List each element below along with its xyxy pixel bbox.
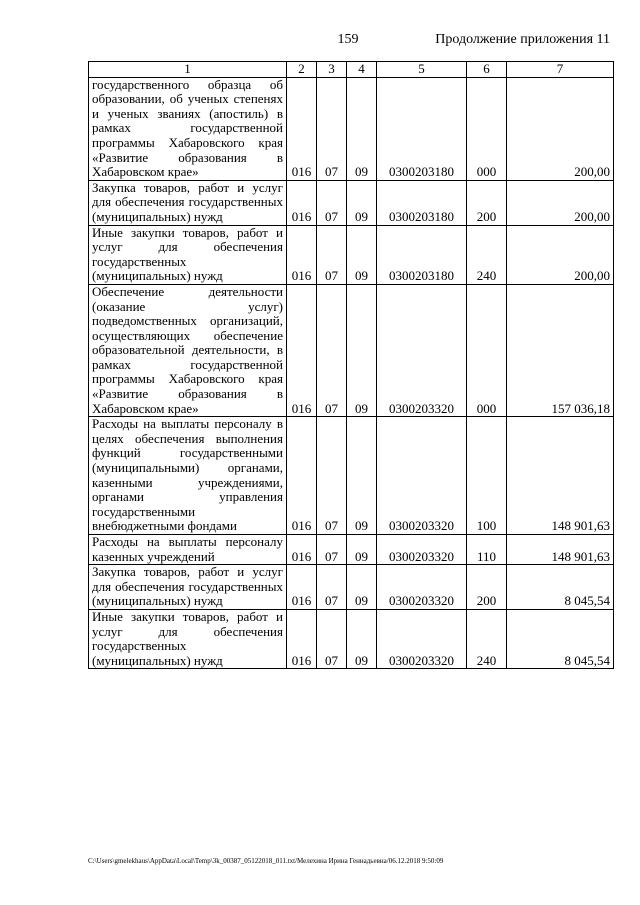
column-header: 7 bbox=[507, 62, 614, 78]
file-path-footer: C:\Users\gmelekhaus\AppData\Local\Temp\3k_00387_05122018_011.txt/Мелехина Ирина Геннадьевна/06.12.2018 9:50:09 bbox=[88, 857, 444, 865]
table-row bbox=[89, 565, 614, 610]
table-row bbox=[89, 609, 614, 668]
table-row bbox=[89, 180, 614, 225]
amount-cell: 8 045,54 bbox=[507, 609, 614, 668]
section-cell: 07 bbox=[317, 180, 347, 225]
grbs-cell: 016 bbox=[287, 609, 317, 668]
section-cell: 07 bbox=[317, 225, 347, 284]
column-header: 4 bbox=[347, 62, 377, 78]
target-article-cell: 0300203320 bbox=[377, 565, 467, 610]
subsection-cell: 09 bbox=[347, 77, 377, 180]
subsection-cell: 09 bbox=[347, 225, 377, 284]
expense-name-cell: государственного образца об образовании, об ученых степенях и ученых званиях (апостиль) в рамках государственной программы Хабаровского края «Развитие образования в Хабаровском крае» bbox=[89, 77, 287, 180]
subsection-cell: 09 bbox=[347, 565, 377, 610]
target-article-cell: 0300203320 bbox=[377, 417, 467, 535]
expense-type-cell: 000 bbox=[467, 284, 507, 416]
expense-type-cell: 240 bbox=[467, 225, 507, 284]
amount-cell: 200,00 bbox=[507, 180, 614, 225]
expense-name-cell: Закупка товаров, работ и услуг для обеспечения государственных (муниципальных) нужд bbox=[89, 180, 287, 225]
grbs-cell: 016 bbox=[287, 284, 317, 416]
continuation-heading: Продолжение приложения 11 bbox=[435, 32, 610, 47]
subsection-cell: 09 bbox=[347, 284, 377, 416]
budget-table bbox=[88, 61, 614, 669]
column-header: 1 bbox=[89, 62, 287, 78]
column-header: 5 bbox=[377, 62, 467, 78]
expense-type-cell: 240 bbox=[467, 609, 507, 668]
expense-type-cell: 000 bbox=[467, 77, 507, 180]
target-article-cell: 0300203180 bbox=[377, 180, 467, 225]
column-header: 2 bbox=[287, 62, 317, 78]
table-row bbox=[89, 225, 614, 284]
grbs-cell: 016 bbox=[287, 225, 317, 284]
expense-type-cell: 100 bbox=[467, 417, 507, 535]
target-article-cell: 0300203180 bbox=[377, 77, 467, 180]
expense-name-cell: Расходы на выплаты персоналу казенных учреждений bbox=[89, 535, 287, 565]
amount-cell: 200,00 bbox=[507, 225, 614, 284]
expense-name-cell: Иные закупки товаров, работ и услуг для обеспечения государственных (муниципальных) нужд bbox=[89, 225, 287, 284]
expense-name-cell: Расходы на выплаты персоналу в целях обеспечения выполнения функций государственными (муниципальными) органами, казенными учреждениями, органами управления государственными внебюджетными фондами bbox=[89, 417, 287, 535]
grbs-cell: 016 bbox=[287, 417, 317, 535]
subsection-cell: 09 bbox=[347, 417, 377, 535]
expense-type-cell: 200 bbox=[467, 180, 507, 225]
target-article-cell: 0300203320 bbox=[377, 284, 467, 416]
column-header: 6 bbox=[467, 62, 507, 78]
section-cell: 07 bbox=[317, 284, 347, 416]
amount-cell: 200,00 bbox=[507, 77, 614, 180]
subsection-cell: 09 bbox=[347, 535, 377, 565]
expense-name-cell: Иные закупки товаров, работ и услуг для обеспечения государственных (муниципальных) нужд bbox=[89, 609, 287, 668]
amount-cell: 157 036,18 bbox=[507, 284, 614, 416]
section-cell: 07 bbox=[317, 609, 347, 668]
grbs-cell: 016 bbox=[287, 180, 317, 225]
table-row bbox=[89, 284, 614, 416]
target-article-cell: 0300203320 bbox=[377, 535, 467, 565]
table-row bbox=[89, 535, 614, 565]
subsection-cell: 09 bbox=[347, 609, 377, 668]
target-article-cell: 0300203180 bbox=[377, 225, 467, 284]
amount-cell: 148 901,63 bbox=[507, 417, 614, 535]
subsection-cell: 09 bbox=[347, 180, 377, 225]
grbs-cell: 016 bbox=[287, 535, 317, 565]
column-number-row bbox=[89, 62, 614, 78]
table-row bbox=[89, 77, 614, 180]
expense-type-cell: 200 bbox=[467, 565, 507, 610]
section-cell: 07 bbox=[317, 535, 347, 565]
section-cell: 07 bbox=[317, 565, 347, 610]
section-cell: 07 bbox=[317, 77, 347, 180]
page-number: 159 bbox=[337, 32, 359, 47]
column-header: 3 bbox=[317, 62, 347, 78]
grbs-cell: 016 bbox=[287, 77, 317, 180]
section-cell: 07 bbox=[317, 417, 347, 535]
expense-type-cell: 110 bbox=[467, 535, 507, 565]
target-article-cell: 0300203320 bbox=[377, 609, 467, 668]
expense-name-cell: Закупка товаров, работ и услуг для обеспечения государственных (муниципальных) нужд bbox=[89, 565, 287, 610]
amount-cell: 8 045,54 bbox=[507, 565, 614, 610]
expense-name-cell: Обеспечение деятельности (оказание услуг) подведомственных организаций, осуществляющих обеспечение образовательной деятельности, в рамках государственной программы Хабаровского края «Развитие образования в Хабаровском крае» bbox=[89, 284, 287, 416]
amount-cell: 148 901,63 bbox=[507, 535, 614, 565]
table-row bbox=[89, 417, 614, 535]
grbs-cell: 016 bbox=[287, 565, 317, 610]
